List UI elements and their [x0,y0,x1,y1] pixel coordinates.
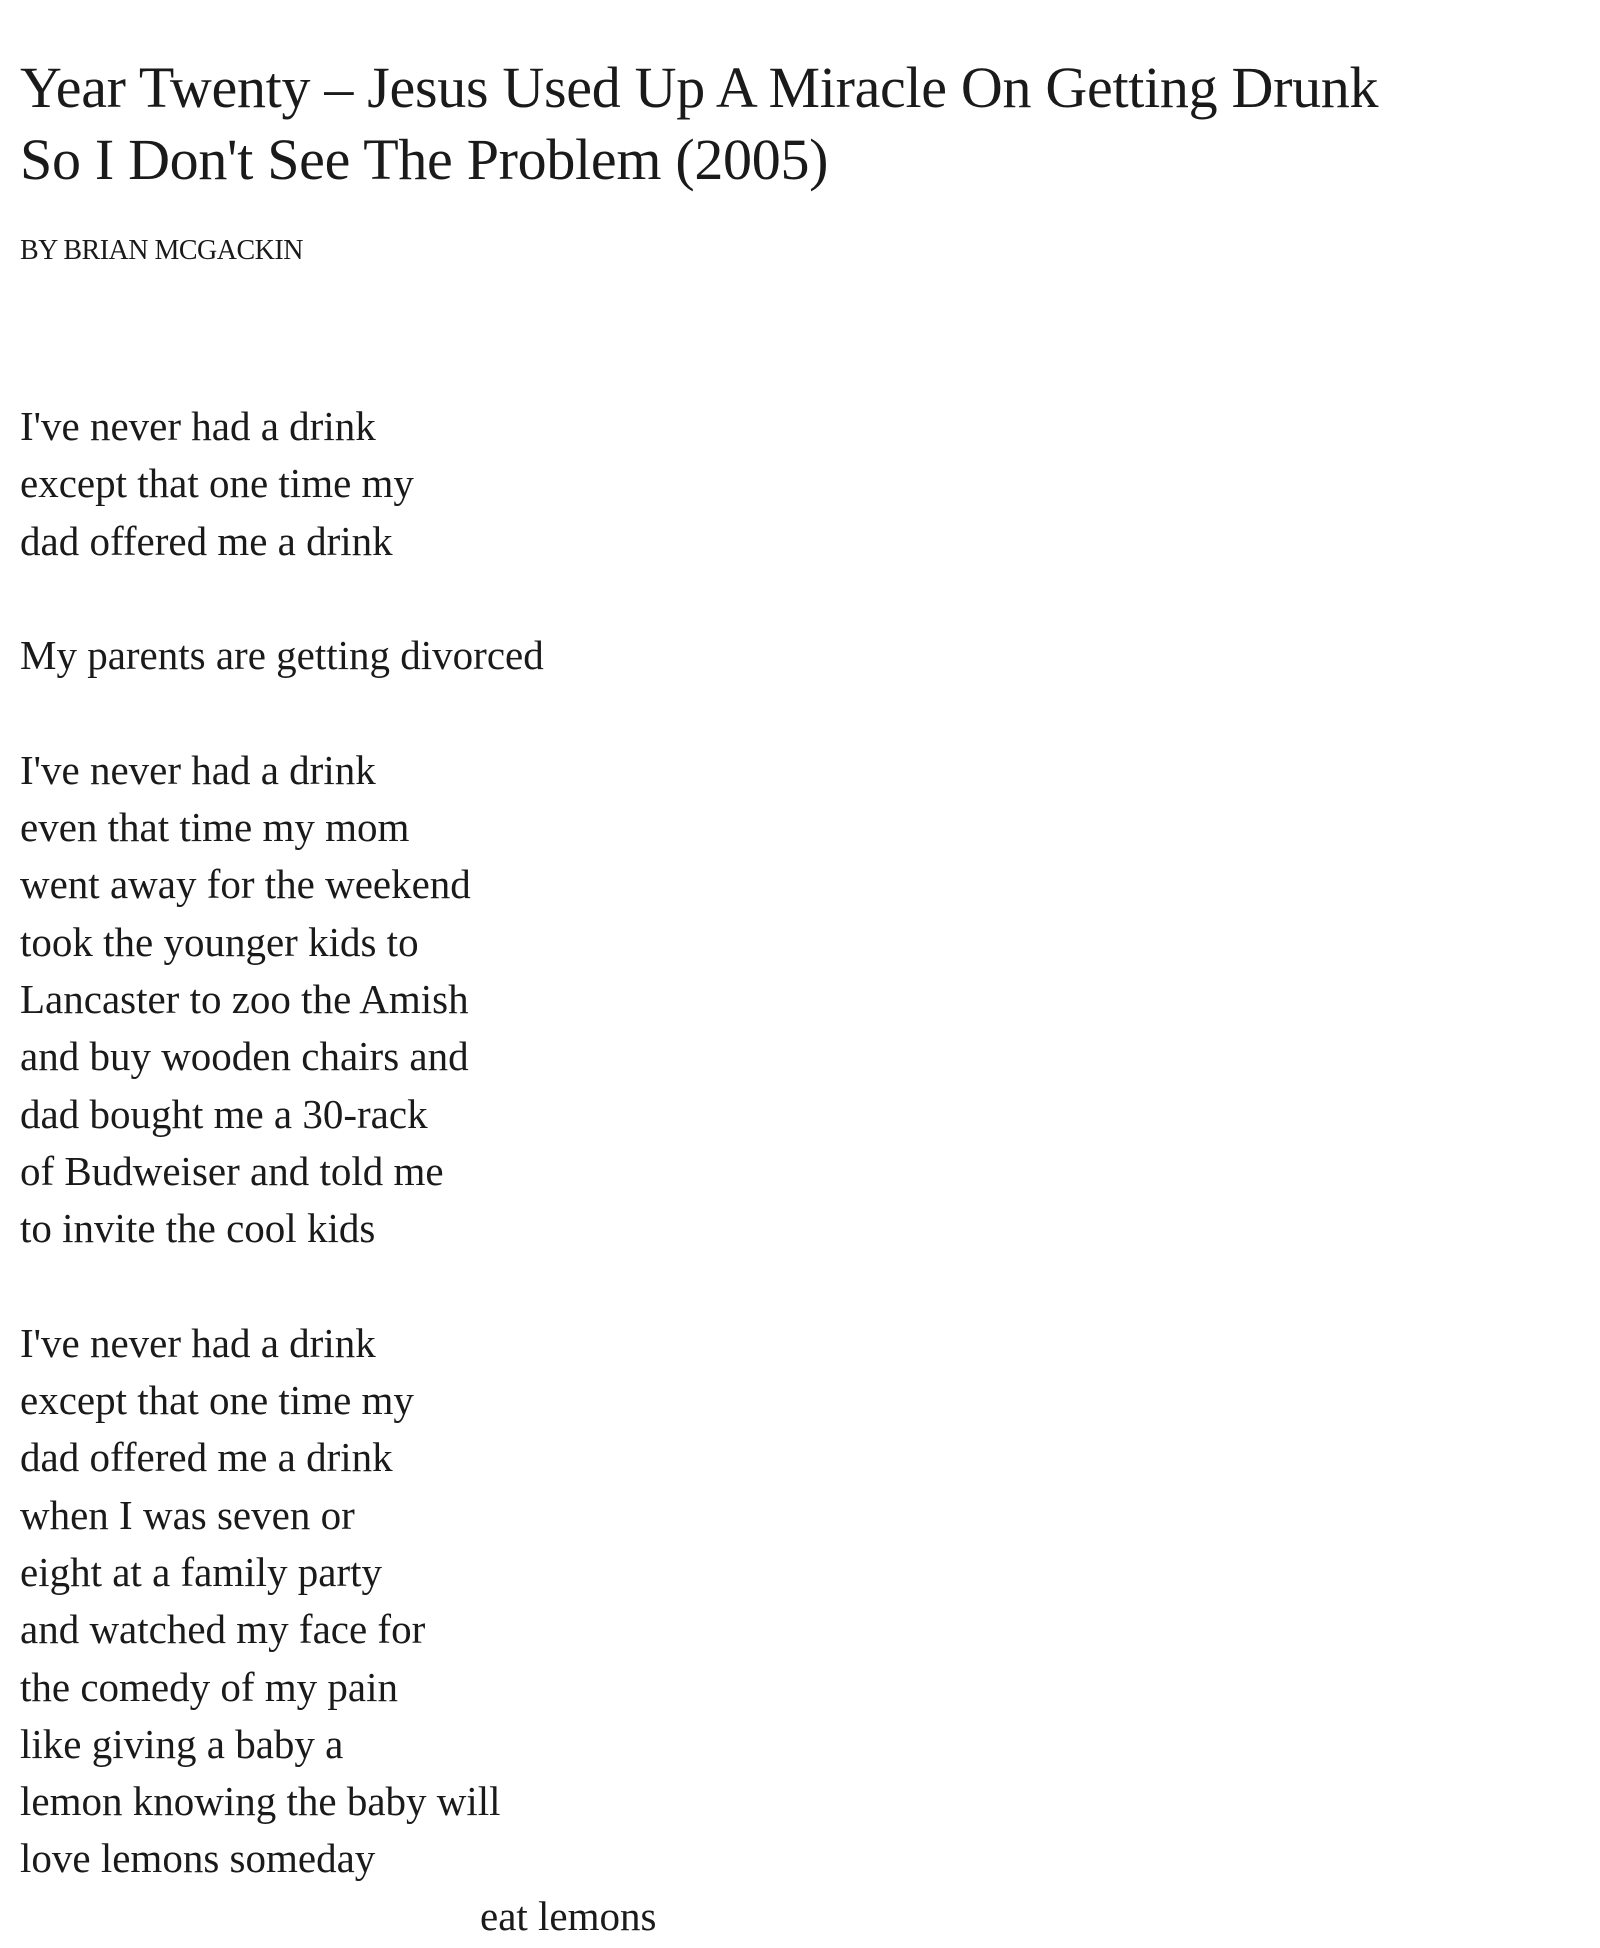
poem-line: I've never had a drink [20,403,376,449]
poem-line: of Budweiser and told me [20,1147,444,1194]
stanza-4 [20,1315,1590,1945]
poem-body [20,398,1590,1945]
stanza-2 [20,627,1590,684]
stanza-1 [20,398,1590,570]
poem-line: to invite the cool kids [20,1205,376,1252]
poem-line: like giving a baby a [20,1720,344,1767]
poem-line: Lancaster to zoo the Amish [20,975,469,1022]
poem-line: the comedy of my pain [20,1663,399,1710]
poem-title-line-1: Year Twenty – Jesus Used Up A Miracle On Getting Drunk [20,55,1379,120]
poem-line: love lemons someday [20,1835,376,1882]
author-byline: BY BRIAN MCGACKIN [20,235,303,266]
poem-page [20,52,1590,1945]
poem-line: took the younger kids to [20,918,419,965]
poem-line: My parents are getting divorced [20,632,544,679]
poem-line: and buy wooden chairs and [20,1033,469,1080]
poem-line: dad offered me a drink [20,1434,393,1481]
poem-line: I've never had a drink [20,1319,376,1366]
poem-line: went away for the weekend [20,861,471,908]
poem-line: eight at a family party [20,1548,383,1595]
stanza-3 [20,742,1590,1258]
poem-title-line-2: So I Don't See The Problem (2005) [20,127,829,192]
poem-line-indented: eat lemons [480,1892,657,1939]
poem-line: and watched my face for [20,1606,426,1653]
poem-line: lemon knowing the baby will [20,1778,501,1825]
poem-line: except that one time my [20,460,414,507]
poem-line: I've never had a drink [20,746,376,793]
poem-line: dad bought me a 30-rack [20,1090,428,1137]
poem-line: when I was seven or [20,1491,355,1538]
poem-line: dad offered me a drink [20,517,393,564]
poem-title [20,52,1590,196]
poem-line: except that one time my [20,1377,414,1424]
poem-line: even that time my mom [20,804,410,851]
